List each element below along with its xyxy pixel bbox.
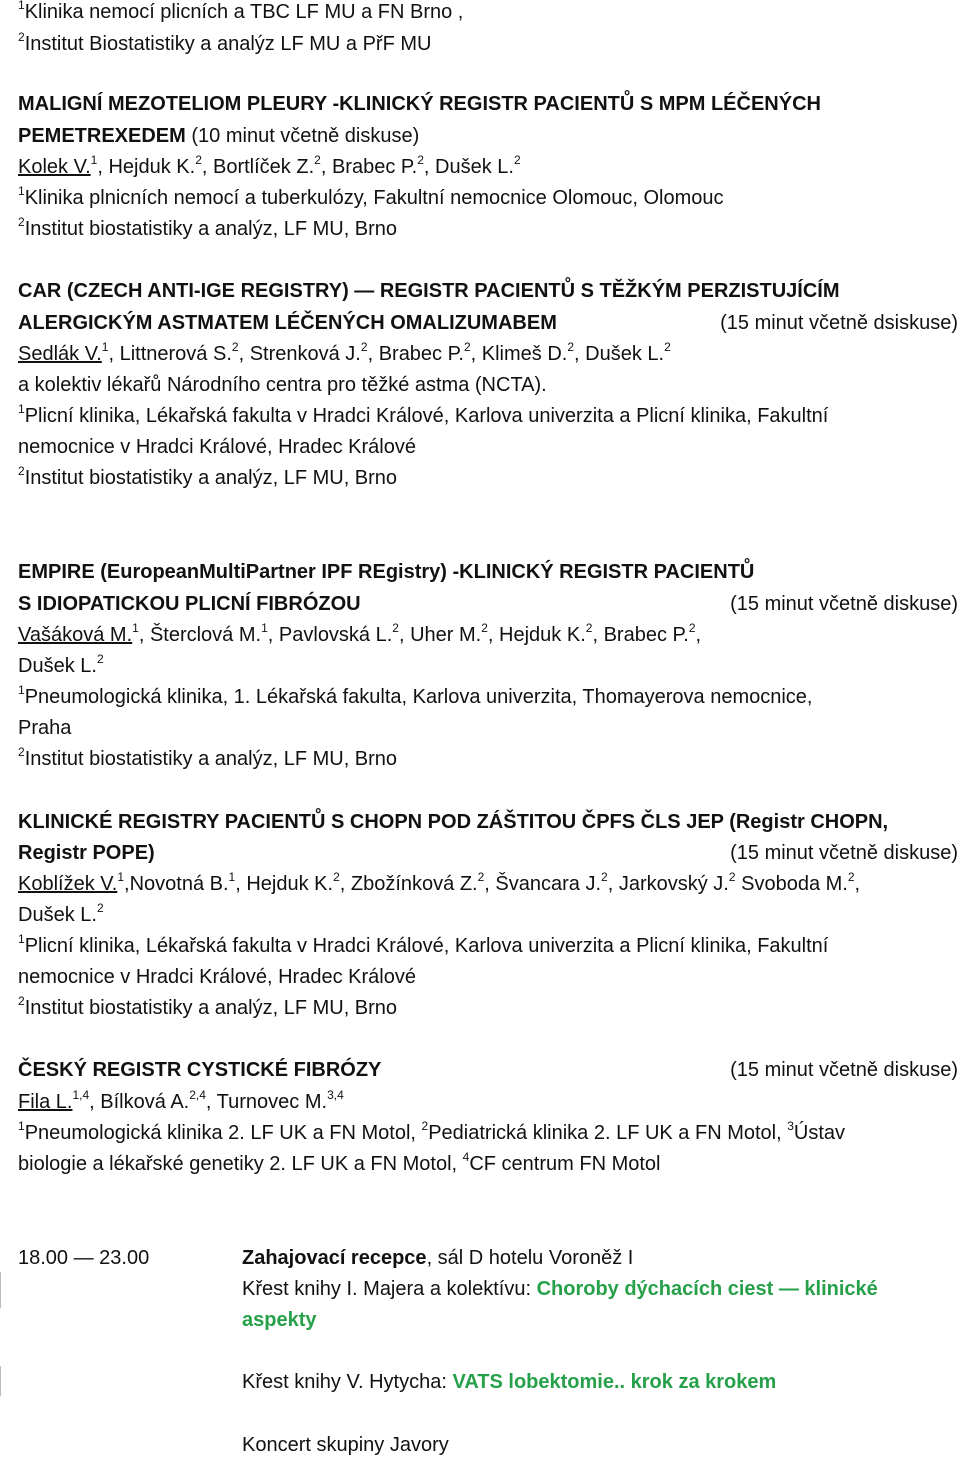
- affiliation-number: 2: [18, 994, 25, 1008]
- author-name: Svoboda M.: [741, 873, 848, 895]
- author-name: Klimeš D.: [481, 343, 568, 365]
- affiliation-text: Klinika nemocí plicních a TBC LF MU a FN Brno ,: [24, 1, 464, 23]
- header-affiliation-2: [18, 32, 431, 56]
- section-1-title-line-2: [18, 124, 419, 148]
- author-separator: ,: [320, 156, 332, 178]
- section-2-authors: [18, 342, 671, 366]
- affiliation-number: 1: [18, 402, 25, 416]
- affiliation-text: Plicní klinika, Lékařská fakulta v Hradci Králové, Karlova univerzita a Plicní klinika, Fakultní: [24, 935, 829, 957]
- margin-divider: [0, 1272, 1, 1308]
- author-affiliation-number: 1: [101, 340, 109, 354]
- author-affiliation-number: 2: [585, 621, 593, 635]
- affiliation-number: 2: [18, 745, 25, 759]
- presenting-author: Koblížek V.: [18, 873, 118, 895]
- author-name: Dušek L.: [18, 904, 97, 926]
- author-separator: ,: [89, 1091, 101, 1113]
- event-title: Zahajovací recepce: [242, 1247, 427, 1269]
- author-name: Pavlovská L.: [278, 624, 393, 646]
- author-name: Šterclová M.: [149, 624, 262, 646]
- author-separator: ,: [367, 343, 379, 365]
- author-affiliation-number: 1: [132, 621, 139, 635]
- section-3-authors: [18, 623, 701, 647]
- affiliation-number: 2: [421, 1119, 429, 1133]
- presenting-author: Vašáková M.: [18, 624, 133, 646]
- author-name: Hejduk K.: [108, 156, 196, 178]
- author-name: Littnerová S.: [119, 343, 232, 365]
- section-1-title-cont: PEMETREXEDEM: [18, 125, 186, 147]
- margin-divider: [0, 1366, 1, 1396]
- author-affiliation-number: 2: [333, 870, 340, 884]
- section-4-authors: [18, 872, 860, 896]
- affiliation-number: 2: [18, 30, 25, 44]
- presenting-author: Fila L.: [18, 1091, 73, 1113]
- author-affiliation-number: 2: [664, 340, 671, 354]
- book-launch-1-cont: [242, 1308, 317, 1332]
- author-name: Brabec P.: [378, 343, 464, 365]
- author-affiliation-number: 2: [417, 153, 424, 167]
- author-affiliation-number: 2: [195, 153, 202, 167]
- author-affiliation-number: 2: [567, 340, 575, 354]
- concert: Koncert skupiny Javory: [242, 1434, 449, 1456]
- author-affiliation-number: 2: [601, 870, 608, 884]
- author-separator: ,: [423, 156, 436, 178]
- affiliation-text: Institut biostatistiky a analýz, LF MU, Brno: [24, 467, 398, 489]
- author-separator: ,: [201, 156, 213, 178]
- author-affiliation-number: 2: [314, 153, 321, 167]
- section-2-affiliation-1: [18, 404, 828, 428]
- author-name: Dušek L.: [18, 655, 97, 677]
- author-name: Zbožínková Z.: [350, 873, 478, 895]
- affiliation-text: Klinika plnicních nemocí a tuberkulózy, Fakultní nemocnice Olomouc, Olomouc: [24, 187, 724, 209]
- section-4-authors-cont: [18, 903, 104, 927]
- section-2-collective: a kolektiv lékařů Národního centra pro těžké astma (NCTA).: [18, 374, 547, 396]
- book-launch-2: [242, 1370, 776, 1394]
- section-2-title: CAR (CZECH ANTI-IGE REGISTRY) — REGISTR PACIENTŮ S TĚŽKÝM PERZISTUJÍCÍM: [18, 280, 840, 302]
- affiliation-number: 1: [18, 184, 25, 198]
- section-5-title: ČESKÝ REGISTR CYSTICKÉ FIBRÓZY: [18, 1059, 382, 1081]
- affiliation-number: 1: [18, 932, 25, 946]
- author-name: Uher M.: [410, 624, 482, 646]
- author-separator: ,: [470, 343, 482, 365]
- affiliation-text: biologie a lékařské genetiky 2. LF UK a FN Motol,: [18, 1153, 463, 1175]
- section-2-affiliation-1-cont: nemocnice v Hradci Králové, Hradec Králové: [18, 436, 416, 458]
- author-separator: ,: [398, 624, 411, 646]
- author-name: Bortlíček Z.: [213, 156, 315, 178]
- author-affiliation-number: 2: [231, 340, 239, 354]
- section-4-duration: (15 minut včetně diskuse): [730, 842, 958, 864]
- author-name: Brabec P.: [603, 624, 689, 646]
- evening-event: [242, 1246, 633, 1270]
- author-separator: ,: [267, 624, 279, 646]
- author-affiliation-number: 2: [96, 652, 104, 666]
- affiliation-number: 4: [462, 1150, 470, 1164]
- author-affiliation-number: 2: [477, 870, 485, 884]
- affiliation-text: Pneumologická klinika, 1. Lékařská fakulta, Karlova univerzita, Thomayerova nemocnice,: [24, 686, 813, 708]
- author-separator: ,: [97, 156, 109, 178]
- book-title: aspekty: [242, 1309, 317, 1331]
- author-separator: ,: [607, 873, 619, 895]
- author-name: Jarkovský J.: [618, 873, 729, 895]
- affiliation-text: Pediatrická klinika 2. LF UK a FN Motol,: [428, 1122, 788, 1144]
- author-separator: ,: [484, 873, 496, 895]
- book-title: Choroby dýchacích ciest — klinické: [536, 1278, 878, 1300]
- affiliation-text: Institut biostatistiky a analýz, LF MU, Brno: [24, 997, 398, 1019]
- section-1-duration: (10 minut včetně diskuse): [191, 125, 420, 147]
- author-name: Brabec P.: [331, 156, 418, 178]
- section-3-title-line-2: S IDIOPATICKOU PLICNÍ FIBRÓZOU: [18, 593, 361, 615]
- section-4-affiliation-1: [18, 934, 828, 958]
- section-4-affiliation-1-cont: nemocnice v Hradci Králové, Hradec Králové: [18, 966, 416, 988]
- book-title: VATS lobektomie.. krok za krokem: [452, 1371, 777, 1393]
- author-separator: ,: [854, 873, 861, 895]
- author-affiliation-number: 3,4: [327, 1088, 344, 1102]
- affiliation-number: 2: [18, 215, 25, 229]
- author-name: Bílková A.: [100, 1091, 190, 1113]
- author-separator: ,: [108, 343, 120, 365]
- section-3-affiliation-2: [18, 747, 397, 771]
- author-separator: ,: [487, 624, 500, 646]
- section-3-affiliation-1: [18, 685, 813, 709]
- author-affiliation-number: 1,4: [72, 1088, 90, 1102]
- affiliation-number: 3: [787, 1119, 794, 1133]
- event-location: , sál D hotelu Voroněž I: [426, 1247, 634, 1269]
- affiliation-number: 1: [18, 1119, 25, 1133]
- header-affiliation-1: [18, 0, 463, 24]
- section-4-affiliation-2: [18, 996, 397, 1020]
- author-affiliation-number: 2: [392, 621, 399, 635]
- affiliation-number: 2: [18, 464, 25, 478]
- section-5-duration: (15 minut včetně diskuse): [730, 1059, 958, 1081]
- author-separator: ,: [238, 343, 250, 365]
- author-affiliation-number: 2: [96, 901, 104, 915]
- author-affiliation-number: 2: [688, 621, 696, 635]
- author-separator: ,: [592, 624, 604, 646]
- affiliation-text: Plicní klinika, Lékařská fakulta v Hradci Králové, Karlova univerzita a Plicní klinika, Fakultní: [24, 405, 829, 427]
- author-affiliation-number: 2: [847, 870, 855, 884]
- book-launch-1: [242, 1277, 878, 1301]
- section-2-affiliation-2: [18, 466, 397, 490]
- author-name: Strenková J.: [249, 343, 361, 365]
- section-3-duration: (15 minut včetně diskuse): [730, 593, 958, 615]
- evening-time: 18.00 — 23.00: [18, 1247, 150, 1269]
- author-name: Novotná B.: [129, 873, 229, 895]
- affiliation-text: Pneumologická klinika 2. LF UK a FN Motol,: [24, 1122, 422, 1144]
- author-name: Dušek L.: [585, 343, 665, 365]
- author-separator: ,: [124, 873, 130, 895]
- author-separator: ,: [138, 624, 150, 646]
- author-affiliation-number: 2: [481, 621, 488, 635]
- affiliation-number: 1: [18, 683, 25, 697]
- author-affiliation-number: 1: [228, 870, 236, 884]
- author-affiliation-number: 2: [728, 870, 736, 884]
- section-3-title: EMPIRE (EuropeanMultiPartner IPF REgistry) -KLINICKÝ REGISTR PACIENTŮ: [18, 561, 755, 583]
- section-2-title-line-2: ALERGICKÝM ASTMATEM LÉČENÝCH OMALIZUMABEM: [18, 312, 557, 334]
- author-name: Hejduk K.: [499, 624, 586, 646]
- author-separator: ,: [205, 1091, 217, 1113]
- author-name: Turnovec M.: [216, 1091, 328, 1113]
- affiliation-text: Institut biostatistiky a analýz, LF MU, Brno: [24, 748, 398, 770]
- author-affiliation-number: 1: [90, 153, 98, 167]
- author-separator: ,: [574, 343, 586, 365]
- author-separator: ,: [339, 873, 351, 895]
- section-1-title: MALIGNÍ MEZOTELIOM PLEURY -KLINICKÝ REGISTR PACIENTŮ S MPM LÉČENÝCH: [18, 93, 821, 115]
- book-launch-label: Křest knihy V. Hytycha:: [242, 1371, 453, 1393]
- affiliation-text: CF centrum FN Motol: [469, 1153, 661, 1175]
- author-name: Dušek L.: [435, 156, 514, 178]
- section-2-duration: (15 minut včetně dsiskuse): [720, 312, 958, 334]
- section-4-title-line-2: Registr POPE): [18, 842, 155, 864]
- presenting-author: Kolek V.: [18, 156, 91, 178]
- presenting-author: Sedlák V.: [18, 343, 102, 365]
- author-affiliation-number: 1: [261, 621, 268, 635]
- section-5-affiliations-line-1: [18, 1121, 845, 1145]
- author-name: Švancara J.: [495, 873, 602, 895]
- author-name: Hejduk K.: [246, 873, 334, 895]
- section-5-affiliations-line-2: [18, 1152, 661, 1176]
- author-affiliation-number: 2: [463, 340, 471, 354]
- book-launch-label: Křest knihy I. Majera a kolektívu:: [242, 1278, 537, 1300]
- section-5-authors: [18, 1090, 344, 1114]
- section-1-affiliation-2: [18, 217, 397, 241]
- section-1-authors: [18, 155, 521, 179]
- author-separator: ,: [235, 873, 247, 895]
- author-affiliation-number: 2: [513, 153, 521, 167]
- affiliation-text: Institut Biostatistiky a analýz LF MU a PřF MU: [24, 33, 432, 55]
- affiliation-number: 1: [18, 0, 25, 12]
- affiliation-text: Ústav: [793, 1122, 846, 1144]
- section-3-authors-cont: [18, 654, 104, 678]
- affiliation-text: Institut biostatistiky a analýz, LF MU, Brno: [24, 218, 398, 240]
- author-affiliation-number: 2: [360, 340, 368, 354]
- section-1-affiliation-1: [18, 186, 724, 210]
- section-3-affiliation-1-cont: Praha: [18, 717, 72, 739]
- section-4-title: KLINICKÉ REGISTRY PACIENTŮ S CHOPN POD ZÁŠTITOU ČPFS ČLS JEP (Registr CHOPN,: [18, 811, 889, 833]
- author-affiliation-number: 2,4: [189, 1088, 206, 1102]
- author-separator: ,: [695, 624, 702, 646]
- author-affiliation-number: 1: [117, 870, 125, 884]
